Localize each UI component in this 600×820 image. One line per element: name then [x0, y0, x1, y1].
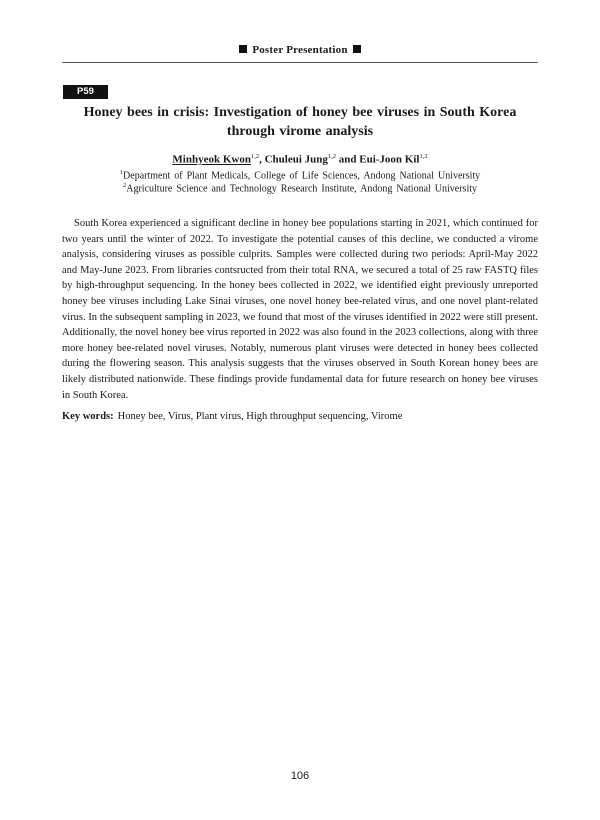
- author-affiliation-mark: 1,2: [419, 153, 428, 160]
- keywords-label: Key words:: [62, 411, 114, 422]
- author-name: Chuleui Jung: [264, 153, 328, 166]
- author-affiliation-mark: 1,2: [327, 153, 336, 160]
- header-divider: [62, 62, 538, 63]
- author-list: [62, 153, 538, 166]
- poster-code-badge: P59: [63, 85, 108, 99]
- paper-title: Honey bees in crisis: Investigation of honey bee viruses in South Korea through virome analysis: [83, 105, 517, 139]
- running-header: [62, 44, 538, 56]
- author-affiliation-mark: 1,2: [250, 153, 260, 160]
- author-name: Minhyeok Kwon: [172, 153, 251, 166]
- keywords-line: [62, 411, 538, 422]
- square-bullet-icon: [239, 45, 247, 53]
- author-separator: and: [335, 153, 360, 166]
- abstract-body: South Korea experienced a significant decline in honey bee populations starting in 2021, which continued for two years until the winter of 2022. To investigate the potential causes of this decline, we conducted a virome analysis, considering viruses as possible culprits. Samples were collected during two periods: April-May 2022 and May-June 2023. From libraries contsructed from their total RNA, we secured a total of 25 raw FASTQ files by high-throughput sequencing. In the honey bees collected in 2022, we identified eight previously unreported honey bee viruses including Lake Sinai viruses, one novel honey bee-related virus, and one novel plant-related virus. In the subsequent sampling in 2023, we found that most of the viruses identified in 2022 were still present. Additionally, the novel honey bee virus reported in 2022 was also found in the 2023 collections, along with three more honey bee-related novel viruses. Notably, numerous plant viruses were detected in honey bees collected during the flowering season. This analysis suggests that the viruses observed in South Korean honey bees are likely distributed nationwide. These findings provide fundamental data for future research on honey bee viruses in South Korea.: [62, 218, 538, 401]
- author-separator: ,: [259, 153, 265, 166]
- keywords-text: Honey bee, Virus, Plant virus, High throughput sequencing, Virome: [117, 411, 403, 422]
- affiliation-2: [62, 182, 538, 194]
- affiliation-number: 2: [123, 182, 127, 189]
- affiliation-text: Agriculture Science and Technology Research Institute, Andong National University: [126, 183, 477, 195]
- square-bullet-icon: [353, 45, 361, 53]
- affiliation-text: Department of Plant Medicals, College of Life Sciences, Andong National University: [123, 170, 481, 182]
- page-number: 106: [290, 770, 310, 782]
- affiliation-number: 1: [119, 169, 124, 176]
- section-label: Poster Presentation: [252, 44, 348, 56]
- affiliation-1: [62, 169, 538, 181]
- author-name: Eui-Joon Kil: [359, 153, 420, 166]
